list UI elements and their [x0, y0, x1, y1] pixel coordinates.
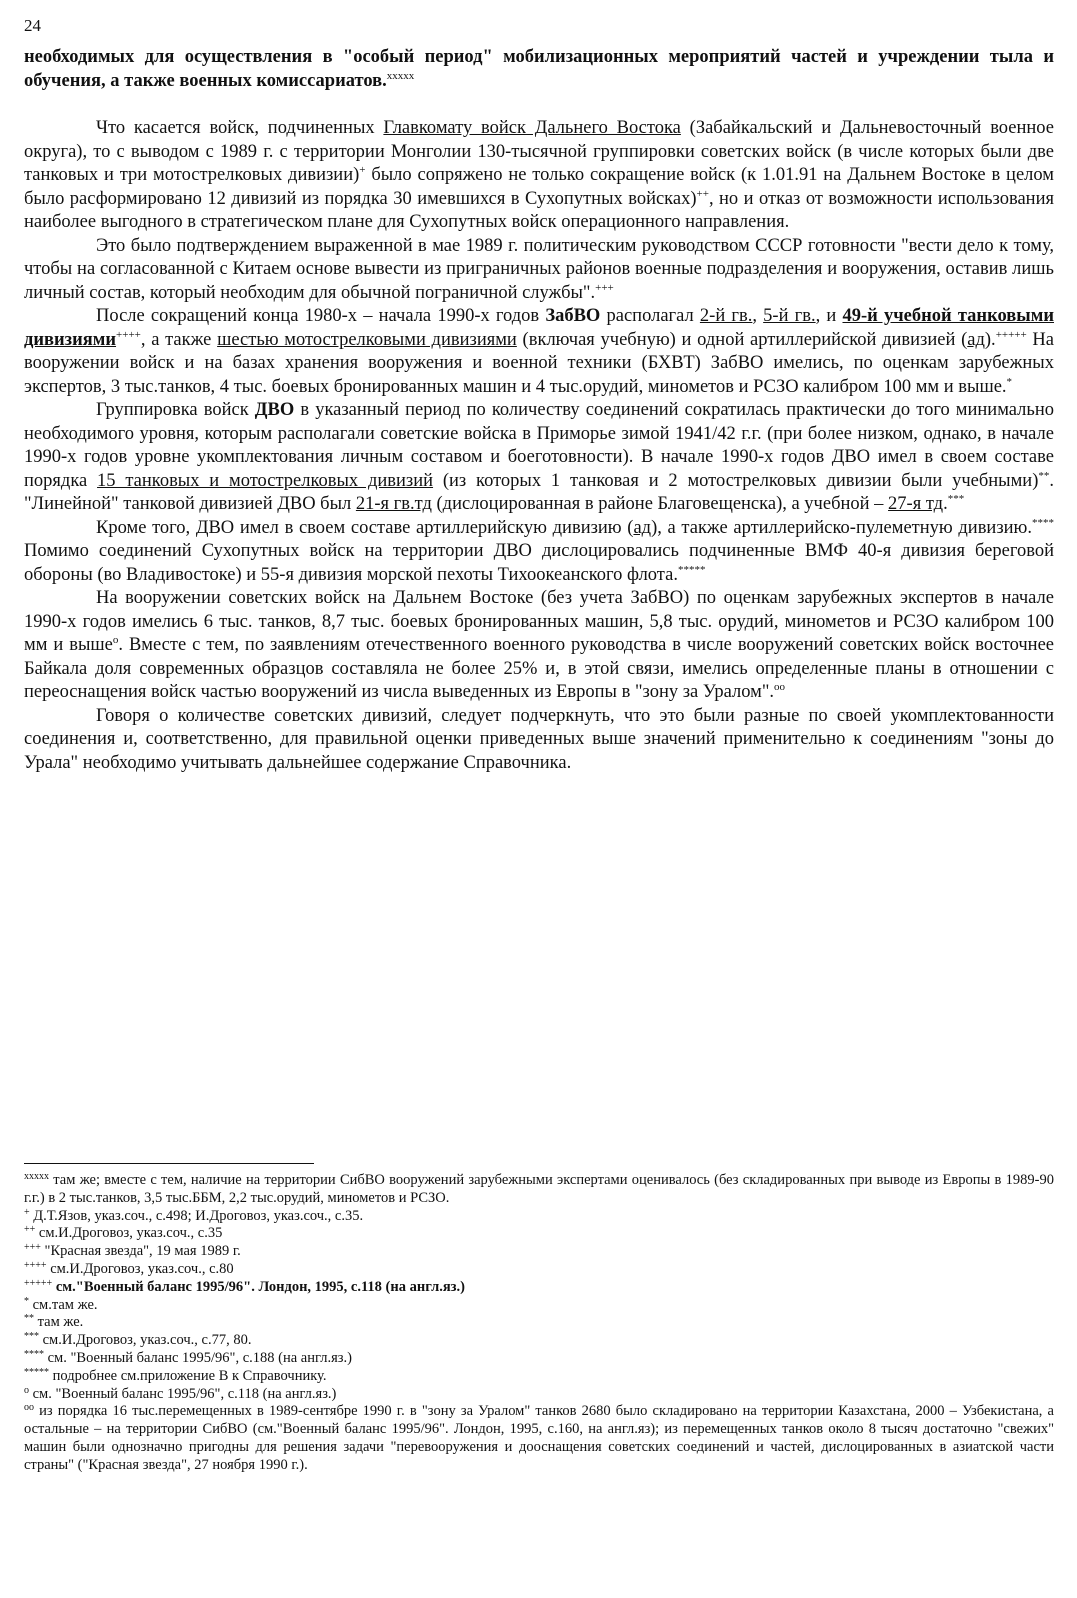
underlined-term: Главкомату войск Дальнего Востока [383, 118, 681, 138]
underlined-term: 49-й учебной танковыми дивизиями [24, 306, 1054, 350]
paragraph-continuation: необходимых для осуществления в "особый период" мобилизационных мероприятий частей и учреждении тыла и обучения, а также военных комиссариатов.$^{xxxxx}$ [24, 47, 1054, 91]
footnote: ***** подробнее см.приложение В к Справочнику. [24, 1366, 327, 1384]
footnote-ref: oo [774, 681, 785, 693]
underlined-term: ад [967, 329, 985, 350]
footnote: $^{xxxxx}$ там же; вместе с тем, наличие на территории СибВО вооружений зарубежными экспертами оценивалось (без складированных при выводе из Европы в 1989-90 г.г.) в 2 тыс.танков, 3,5 тыс.ББМ, 2,2 тыс.орудий, минометов и РСЗО. [24, 1171, 1054, 1206]
footnote-ref: +++++ [995, 328, 1027, 341]
bold-term: ДВО [254, 400, 295, 420]
footnote-ref: xxxxx [386, 69, 415, 82]
underlined-term: ад [633, 517, 652, 538]
footnote-ref: ** [1038, 469, 1050, 482]
underlined-term: 27-я тд [888, 494, 944, 514]
footnotes [24, 1172, 1054, 1475]
footnote-ref: ++++ [116, 328, 141, 341]
footnote-ref: +++ [595, 281, 614, 294]
footnote-ref: ++ [696, 187, 709, 200]
underlined-term: шестью мотострелковыми дивизиями [217, 329, 517, 350]
underlined-term: 21-я гв.тд [355, 494, 432, 514]
footnote: ++ см.И.Дроговоз, указ.соч., с.35 [24, 1224, 223, 1242]
footnote-separator [24, 1163, 314, 1164]
footnote: * см.там же. [24, 1295, 98, 1313]
footnote: **** см. "Военный баланс 1995/96", с.188 (на англ.яз.) [24, 1348, 352, 1366]
paragraph: На вооружении советских войск на Дальнем Востоке (без учета ЗабВО) по оценкам зарубежных экспертов в начале 1990-х годов имелись 6 тыс. танков, 8,7 тыс. боевых бронированных машин, 5,8 тыс. орудий, минометов и РСЗО калибром 100 мм и выше$^o$. Вместе с тем, по заявлениям отечественного военного руководства в числе вооружений советских войск восточнее Байкала доля современных образцов составляла не более 25% и, в этой связи, имелись определенные планы в отношении с переоснащения войск частью вооружений из числа выведенных из Европы в "зону за Уралом".$^{oo}$ [24, 588, 1054, 702]
underlined-term: 5-й гв. [763, 306, 816, 326]
footnote: + Д.Т.Язов, указ.соч., с.498; И.Дроговоз, указ.соч., с.35. [24, 1206, 364, 1224]
footnote: $^o$ см. "Военный баланс 1995/96", с.118 (на англ.яз.) [24, 1384, 337, 1402]
footnote: *** см.И.Дроговоз, указ.соч., с.77, 80. [24, 1331, 252, 1349]
footnote: ** там же. [24, 1313, 84, 1331]
footnote-ref: *** [947, 493, 965, 505]
footnote-ref: ***** [677, 563, 706, 576]
footnote: +++++ см."Военный баланс 1995/96". Лондон, 1995, с.118 (на англ.яз.) [24, 1277, 465, 1295]
page-number: 24 [24, 16, 41, 35]
paragraph: Что касается войск, подчиненных Главкомату войск Дальнего Востока (Забайкальский и Дальневосточный военное округа), то с выводом с 1989 г. с территории Монголии 130-тысячной группировки советских войск (в числе которых были две танковых и три мотострелковых дивизии)+ было сопряжено не только сокращение войск (к 1.01.91 на Дальнем Востоке в целом было расформировано 12 дивизий из порядка 30 имевшихся в Сухопутных войсках)++, но и отказ от возможности использования наиболее выгодного в стратегическом плане для Сухопутных войск операционного направления. [24, 118, 1054, 232]
paragraph: Говоря о количестве советских дивизий, следует подчеркнуть, что это были разные по своей укомплектованности соединения и, соответственно, для правильной оценки приведенных выше значений применительно к соединениям "зоны до Урала" необходимо учитывать дальнейшее содержание Справочника. [24, 705, 1054, 773]
main-text [24, 46, 1054, 775]
footnote-ref: o [112, 634, 119, 646]
paragraph: Кроме того, ДВО имел в своем составе артиллерийскую дивизию (ад), а также артиллерийско-пулеметную дивизию.**** Помимо соединений Сухопутных войск на территории ДВО дислоцировались подчиненные ВМФ 40-я дивизия береговой обороны (во Владивостоке) и 55-я дивизия морской пехоты Тихоокеанского флота.***** [24, 516, 1054, 585]
bold-term: ЗабВО [545, 306, 601, 326]
paragraph: Это было подтверждением выраженной в мае 1989 г. политическим руководством СССР готовности "вести дело к тому, чтобы на согласованной с Китаем основе вывести из приграничных районов военные подразделения и вооружения, оставив лишь личный состав, который необходим для обычной пограничной службы".+++ [24, 235, 1054, 303]
footnote: +++ "Красная звезда", 19 мая 1989 г. [24, 1242, 241, 1260]
footnote: $^{oo}$ из порядка 16 тыс.перемещенных в 1989-сентябре 1990 г. в "зону за Уралом" танков 2680 было складировано на территории Казахстана, 2000 – Узбекистана, а остальные – на территории СибВО (см."Военный баланс 1995/96". Лондон, 1995, с.160, на англ.яз); из перемещенных танков около 8 тысяч достаточно "свежих" машин были однозначно пригодны для решения задачи "перевооружения и дооснащения советских соединений и частей, дислоцированных в азиатской части страны" ("Красная звезда", 27 ноября 1990 г.). [24, 1402, 1054, 1473]
footnote-ref: **** [1032, 516, 1054, 529]
footnote: ++++ см.И.Дроговоз, указ.соч., с.80 [24, 1259, 234, 1277]
paragraph: Группировка войск ДВО в указанный период по количеству соединений сократилась практически до того минимально необходимого уровня, которым располагали советские войска в Приморье зимой 1941/42 г.г. (при более низком, однако, в начале 1990-х годов уровне укомплектования личным составом и боеготовности). В начале 1990-х годов ДВО имел в своем составе порядка 15 танковых и мотострелковых дивизий (из которых 1 танковая и 2 мотострелковых дивизии были учебными)**. "Линейной" танковой дивизией ДВО был 21-я гв.тд (дислоцированная в районе Благовещенска), а учебной – 27-я тд.*** [24, 400, 1054, 514]
underlined-term: 2-й гв. [699, 306, 753, 326]
paragraph: После сокращений конца 1980-х – начала 1990-х годов ЗабВО располагал 2-й гв., 5-й гв., и 49-й учебной танковыми дивизиями++++, а также шестью мотострелковыми дивизиями (включая учебную) и одной артиллерийской дивизией (ад).+++++ На вооружении войск и на базах хранения вооружения и военной техники (БХВТ) ЗабВО имелись, по оценкам зарубежных экспертов, 3 тыс.танков, 4 тыс. боевых бронированных машин и 4 тыс.орудий, минометов и РСЗО калибром 100 мм и выше.* [24, 306, 1055, 397]
footnote-ref: + [359, 164, 366, 176]
footnote-ref: * [1006, 375, 1013, 388]
underlined-term: 15 танковых и мотострелковых дивизий [97, 470, 434, 491]
